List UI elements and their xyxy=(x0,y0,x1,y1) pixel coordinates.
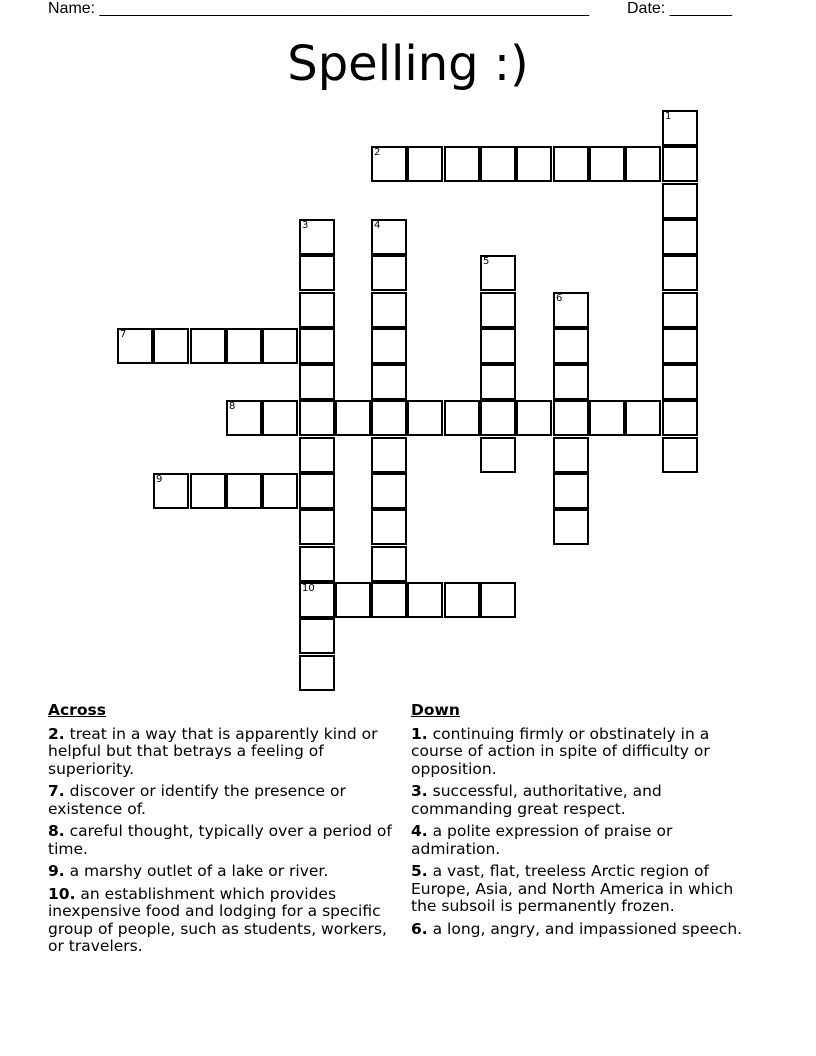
grid-cell[interactable] xyxy=(589,146,625,182)
grid-cell[interactable] xyxy=(625,146,661,182)
grid-cell[interactable] xyxy=(299,255,335,291)
grid-cell[interactable] xyxy=(262,400,298,436)
clue-number: 2 xyxy=(374,147,381,158)
clue-number: 1 xyxy=(665,111,672,122)
grid-cell[interactable] xyxy=(371,400,407,436)
clue-text: successful, authoritative, and commanding great respect. xyxy=(411,782,662,818)
clue-text: an establishment which provides inexpensive food and lodging for a specific group of people, such as students, workers, or travelers. xyxy=(48,884,387,955)
clue-number: 5 xyxy=(483,256,490,267)
grid-cell[interactable] xyxy=(299,582,335,618)
grid-cell[interactable] xyxy=(371,473,407,509)
grid-cell[interactable] xyxy=(480,582,516,618)
grid-cell[interactable] xyxy=(190,473,226,509)
clue-text: continuing firmly or obstinately in a course of action in spite of difficulty or opposition. xyxy=(411,724,710,778)
across-clue xyxy=(48,863,400,881)
clue-text: a vast, flat, treeless Arctic region of Europe, Asia, and North America in which the subsoil is permanently frozen. xyxy=(411,862,734,915)
grid-cell[interactable] xyxy=(625,400,661,436)
across-clue xyxy=(48,726,400,779)
name-field[interactable]: Name: _______________________________________________________ xyxy=(48,0,589,17)
grid-cell[interactable] xyxy=(444,582,480,618)
down-clue-list xyxy=(411,726,763,939)
grid-cell[interactable] xyxy=(480,364,516,400)
clue-number: 5. xyxy=(411,862,428,880)
grid-cell[interactable] xyxy=(480,437,516,473)
grid-cell[interactable] xyxy=(371,437,407,473)
grid-cell[interactable] xyxy=(480,292,516,328)
grid-cell[interactable] xyxy=(262,328,298,364)
grid-cell[interactable] xyxy=(662,183,698,219)
grid-cell[interactable] xyxy=(662,400,698,436)
grid-cell[interactable] xyxy=(407,400,443,436)
grid-cell[interactable] xyxy=(371,219,407,255)
grid-cell[interactable] xyxy=(662,328,698,364)
across-clues xyxy=(48,702,400,961)
grid-cell[interactable] xyxy=(553,400,589,436)
clue-number: 7. xyxy=(48,782,65,800)
grid-cell[interactable] xyxy=(299,328,335,364)
grid-cell[interactable] xyxy=(371,328,407,364)
clue-number: 4. xyxy=(411,822,428,840)
grid-cell[interactable] xyxy=(335,582,371,618)
grid-cell[interactable] xyxy=(662,219,698,255)
clue-number: 3. xyxy=(411,782,428,800)
across-clue-list xyxy=(48,726,400,956)
clue-number: 6. xyxy=(411,919,428,938)
grid-cell[interactable] xyxy=(299,219,335,255)
grid-cell[interactable] xyxy=(553,437,589,473)
down-clues xyxy=(411,702,763,943)
grid-cell[interactable] xyxy=(516,146,552,182)
grid-cell[interactable] xyxy=(662,146,698,182)
clue-number: 4 xyxy=(374,220,381,231)
grid-cell[interactable] xyxy=(662,437,698,473)
grid-cell[interactable] xyxy=(335,400,371,436)
down-heading: Down xyxy=(411,701,460,719)
grid-cell[interactable] xyxy=(190,328,226,364)
grid-cell[interactable] xyxy=(516,400,552,436)
clue-text: a marshy outlet of a lake or river. xyxy=(69,862,329,880)
grid-cell[interactable] xyxy=(444,400,480,436)
grid-cell[interactable] xyxy=(589,400,625,436)
grid-cell[interactable] xyxy=(371,546,407,582)
page-title: Spelling :) xyxy=(287,36,529,92)
clue-number: 6 xyxy=(556,293,563,304)
grid-cell[interactable] xyxy=(444,146,480,182)
clue-number: 8 xyxy=(229,401,236,412)
grid-cell[interactable] xyxy=(299,509,335,545)
date-field[interactable]: Date: _______ xyxy=(627,0,732,17)
grid-cell[interactable] xyxy=(407,146,443,182)
across-clue xyxy=(48,886,400,956)
clue-number: 8. xyxy=(48,822,65,840)
grid-cell[interactable] xyxy=(553,509,589,545)
clue-number: 7 xyxy=(120,329,127,340)
clue-number: 3 xyxy=(302,220,309,231)
grid-cell[interactable] xyxy=(371,582,407,618)
clue-text: a long, angry, and impassioned speech. xyxy=(432,919,743,938)
grid-cell[interactable] xyxy=(371,255,407,291)
clue-number: 10 xyxy=(302,583,315,594)
grid-cell[interactable] xyxy=(299,546,335,582)
grid-cell[interactable] xyxy=(226,400,262,436)
grid-cell[interactable] xyxy=(407,582,443,618)
down-clue xyxy=(411,783,763,818)
grid-cell[interactable] xyxy=(553,292,589,328)
grid-cell[interactable] xyxy=(299,655,335,691)
grid-cell[interactable] xyxy=(480,146,516,182)
clue-number: 2. xyxy=(48,724,65,743)
clue-number: 9. xyxy=(48,862,65,880)
grid-cell[interactable] xyxy=(153,473,189,509)
clue-number: 1. xyxy=(411,724,428,743)
grid-cell[interactable] xyxy=(662,255,698,291)
grid-cell[interactable] xyxy=(117,328,153,364)
grid-cell[interactable] xyxy=(480,400,516,436)
across-clue xyxy=(48,783,400,818)
grid-cell[interactable] xyxy=(299,437,335,473)
grid-cell[interactable] xyxy=(262,473,298,509)
clue-text: discover or identify the presence or existence of. xyxy=(48,782,346,818)
grid-cell[interactable] xyxy=(226,473,262,509)
grid-cell[interactable] xyxy=(299,473,335,509)
grid-cell[interactable] xyxy=(553,146,589,182)
down-clue xyxy=(411,921,763,939)
grid-cell[interactable] xyxy=(480,255,516,291)
across-heading: Across xyxy=(48,701,106,719)
grid-cell[interactable] xyxy=(299,292,335,328)
grid-cell[interactable] xyxy=(299,364,335,400)
grid-cell[interactable] xyxy=(662,364,698,400)
grid-cell[interactable] xyxy=(226,328,262,364)
down-clue xyxy=(411,863,763,916)
across-clue xyxy=(48,823,400,858)
grid-cell[interactable] xyxy=(371,364,407,400)
grid-cell[interactable] xyxy=(371,146,407,182)
grid-cell[interactable] xyxy=(662,110,698,146)
grid-cell[interactable] xyxy=(553,328,589,364)
grid-cell[interactable] xyxy=(553,473,589,509)
grid-cell[interactable] xyxy=(299,618,335,654)
grid-cell[interactable] xyxy=(153,328,189,364)
clue-text: a polite expression of praise or admiration. xyxy=(411,822,673,858)
down-clue xyxy=(411,823,763,858)
down-clue xyxy=(411,726,763,779)
grid-cell[interactable] xyxy=(299,400,335,436)
clue-text: careful thought, typically over a period of time. xyxy=(48,822,392,858)
clue-text: treat in a way that is apparently kind or helpful but that betrays a feeling of superiority. xyxy=(48,724,378,778)
grid-cell[interactable] xyxy=(371,292,407,328)
clue-number: 9 xyxy=(156,474,163,485)
grid-cell[interactable] xyxy=(662,292,698,328)
grid-cell[interactable] xyxy=(480,328,516,364)
grid-cell[interactable] xyxy=(553,364,589,400)
grid-cell[interactable] xyxy=(371,509,407,545)
clue-number: 10. xyxy=(48,884,76,903)
